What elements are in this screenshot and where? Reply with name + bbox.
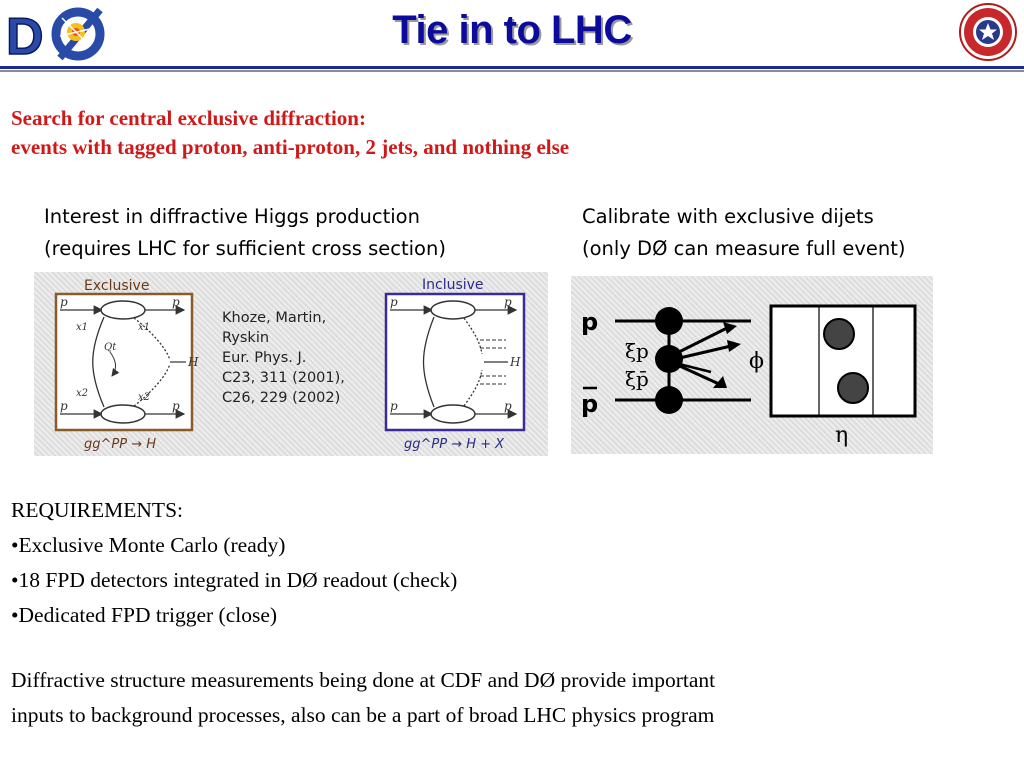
antiproton-label: p	[581, 390, 599, 418]
svg-text:p: p	[504, 295, 512, 309]
svg-text:H: H	[510, 355, 521, 369]
heading-line-2: events with tagged proton, anti-proton, 2 jets, and nothing else	[11, 135, 570, 159]
svg-text:Ryskin: Ryskin	[222, 330, 270, 346]
svg-text:x2: x2	[138, 392, 151, 403]
svg-text:p: p	[60, 399, 68, 413]
exclusive-label: Exclusive	[84, 278, 150, 294]
higgs-caption-line-1: Interest in diffractive Higgs production	[44, 205, 420, 228]
svg-text:x1: x1	[76, 322, 89, 333]
svg-text:p: p	[390, 295, 398, 309]
xi-p-label: ξp	[625, 339, 649, 363]
inclusive-label: Inclusive	[422, 277, 484, 293]
dijet-caption-line-2: (only DØ can measure full event)	[582, 237, 906, 260]
dijet-diagram-figure	[571, 276, 933, 454]
summary-line-2: inputs to background processes, also can be a part of broad LHC physics program	[11, 703, 715, 727]
requirements-heading: REQUIREMENTS:	[11, 498, 183, 522]
svg-text:p: p	[172, 295, 180, 309]
proton-label: p	[581, 308, 599, 336]
header-rule-shadow	[0, 70, 1024, 72]
svg-text:D: D	[6, 8, 44, 62]
summary-line-1: Diffractive structure measurements being done at CDF and DØ provide important	[11, 668, 716, 692]
svg-text:p: p	[60, 295, 68, 309]
higgs-caption-line-2: (requires LHC for sufficient cross section)	[44, 237, 446, 260]
svg-text:Qt: Qt	[104, 342, 117, 353]
dijet-event-diagram	[581, 307, 764, 418]
xi-pbar-label: ξp̄	[625, 367, 649, 391]
exclusive-formula: gg^PP → H	[84, 437, 157, 452]
svg-text:H: H	[188, 355, 199, 369]
higgs-diagram-figure	[34, 272, 548, 456]
svg-text:p: p	[504, 399, 512, 413]
phi-label: ϕ	[749, 349, 764, 374]
exclusive-diagram	[56, 278, 199, 452]
svg-text:C23, 311 (2001),: C23, 311 (2001),	[222, 370, 345, 386]
svg-text:C26, 229 (2002): C26, 229 (2002)	[222, 390, 341, 406]
requirements-list	[11, 493, 457, 633]
svg-text:Khoze, Martin,: Khoze, Martin,	[222, 310, 327, 326]
svg-text:x2: x2	[76, 388, 89, 399]
dijet-caption	[582, 201, 906, 265]
inclusive-diagram	[386, 277, 524, 452]
eta-label: η	[835, 423, 849, 448]
khoze-reference	[222, 310, 345, 406]
eta-phi-plot	[771, 306, 915, 448]
svg-text:Eur. Phys. J.: Eur. Phys. J.	[222, 350, 307, 366]
svg-text:p: p	[172, 399, 180, 413]
list-item: •Exclusive Monte Carlo (ready)	[11, 533, 286, 557]
higgs-caption	[44, 201, 446, 265]
dijet-caption-line-1: Calibrate with exclusive dijets	[582, 205, 874, 228]
search-heading	[11, 104, 569, 162]
page-title: Tie in to LHC	[392, 8, 632, 52]
header-rule	[0, 66, 1024, 69]
list-item: •18 FPD detectors integrated in DØ readout (check)	[11, 568, 458, 592]
summary-paragraph	[11, 663, 1011, 733]
inclusive-formula: gg^PP → H + X	[404, 437, 505, 452]
university-seal	[958, 2, 1018, 62]
svg-text:x1: x1	[138, 322, 151, 333]
list-item: •Dedicated FPD trigger (close)	[11, 603, 278, 627]
svg-text:p: p	[390, 399, 398, 413]
heading-line-1: Search for central exclusive diffraction:	[11, 106, 366, 130]
